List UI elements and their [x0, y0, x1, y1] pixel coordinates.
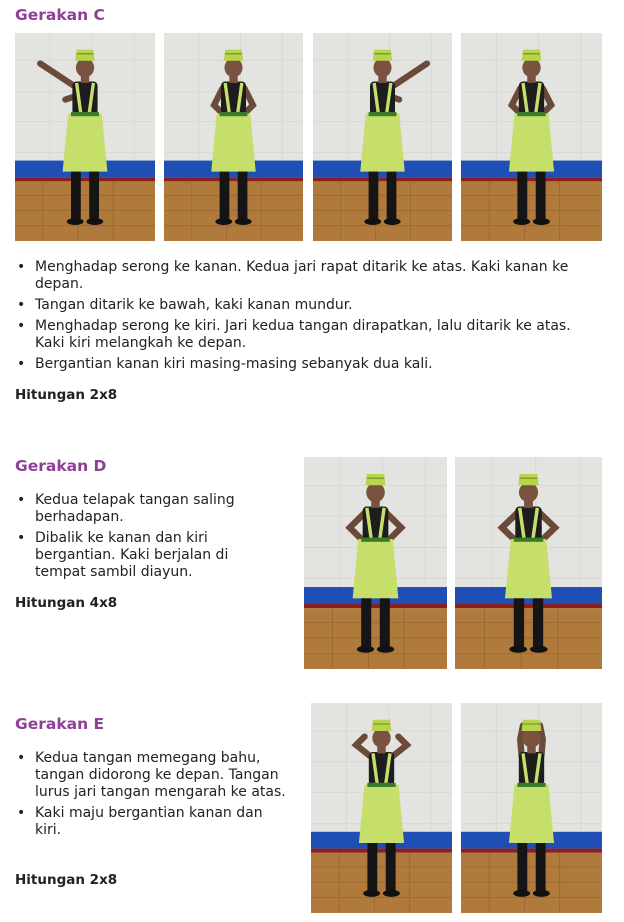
bullet-list-gerakan-d: [15, 492, 265, 585]
dancer-photo-icon: [455, 457, 602, 669]
list-item: • Kaki maju bergantian kanan dan kiri.: [15, 805, 290, 839]
list-item: • Kedua tangan memegang bahu, tangan didorong ke depan. Tangan lurus jari tangan mengarah ke atas.: [15, 750, 290, 801]
list-item: • Bergantian kanan kiri masing-masing sebanyak dua kali.: [15, 356, 600, 373]
dancer-photo-c4: [461, 33, 602, 241]
dancer-photo-icon: [164, 33, 303, 241]
dancer-photo-d1: [304, 457, 447, 669]
dancer-photo-icon: [461, 703, 602, 913]
dancer-photo-icon: [313, 33, 452, 241]
count-label-gerakan-d: Hitungan 4x8: [15, 595, 118, 611]
dancer-photo-e1: [311, 703, 452, 913]
list-item: • Menghadap serong ke kanan. Kedua jari rapat ditarik ke atas. Kaki kanan ke depan.: [15, 259, 600, 293]
dancer-photo-icon: [304, 457, 447, 669]
dancer-photo-icon: [461, 33, 602, 241]
section-title-gerakan-c: Gerakan C: [15, 6, 105, 24]
dancer-photo-c3: [313, 33, 452, 241]
list-item: • Tangan ditarik ke bawah, kaki kanan mundur.: [15, 297, 600, 314]
dancer-photo-e2: [461, 703, 602, 913]
list-item: • Dibalik ke kanan dan kiri bergantian. Kaki berjalan di tempat sambil diayun.: [15, 530, 265, 581]
dancer-photo-d2: [455, 457, 602, 669]
section-title-gerakan-e: Gerakan E: [15, 715, 105, 733]
section-title-gerakan-d: Gerakan D: [15, 457, 107, 475]
dancer-photo-icon: [311, 703, 452, 913]
count-label-gerakan-e: Hitungan 2x8: [15, 872, 118, 888]
list-item: • Kedua telapak tangan saling berhadapan.: [15, 492, 265, 526]
bullet-list-gerakan-c: [15, 259, 600, 377]
dancer-photo-c1: [15, 33, 155, 241]
bullet-list-gerakan-e: [15, 750, 290, 843]
list-item: • Menghadap serong ke kiri. Jari kedua tangan dirapatkan, lalu ditarik ke atas. Kaki kiri melangkah ke depan.: [15, 318, 600, 352]
count-label-gerakan-c: Hitungan 2x8: [15, 387, 118, 403]
dancer-photo-c2: [164, 33, 303, 241]
dancer-photo-icon: [15, 33, 155, 241]
